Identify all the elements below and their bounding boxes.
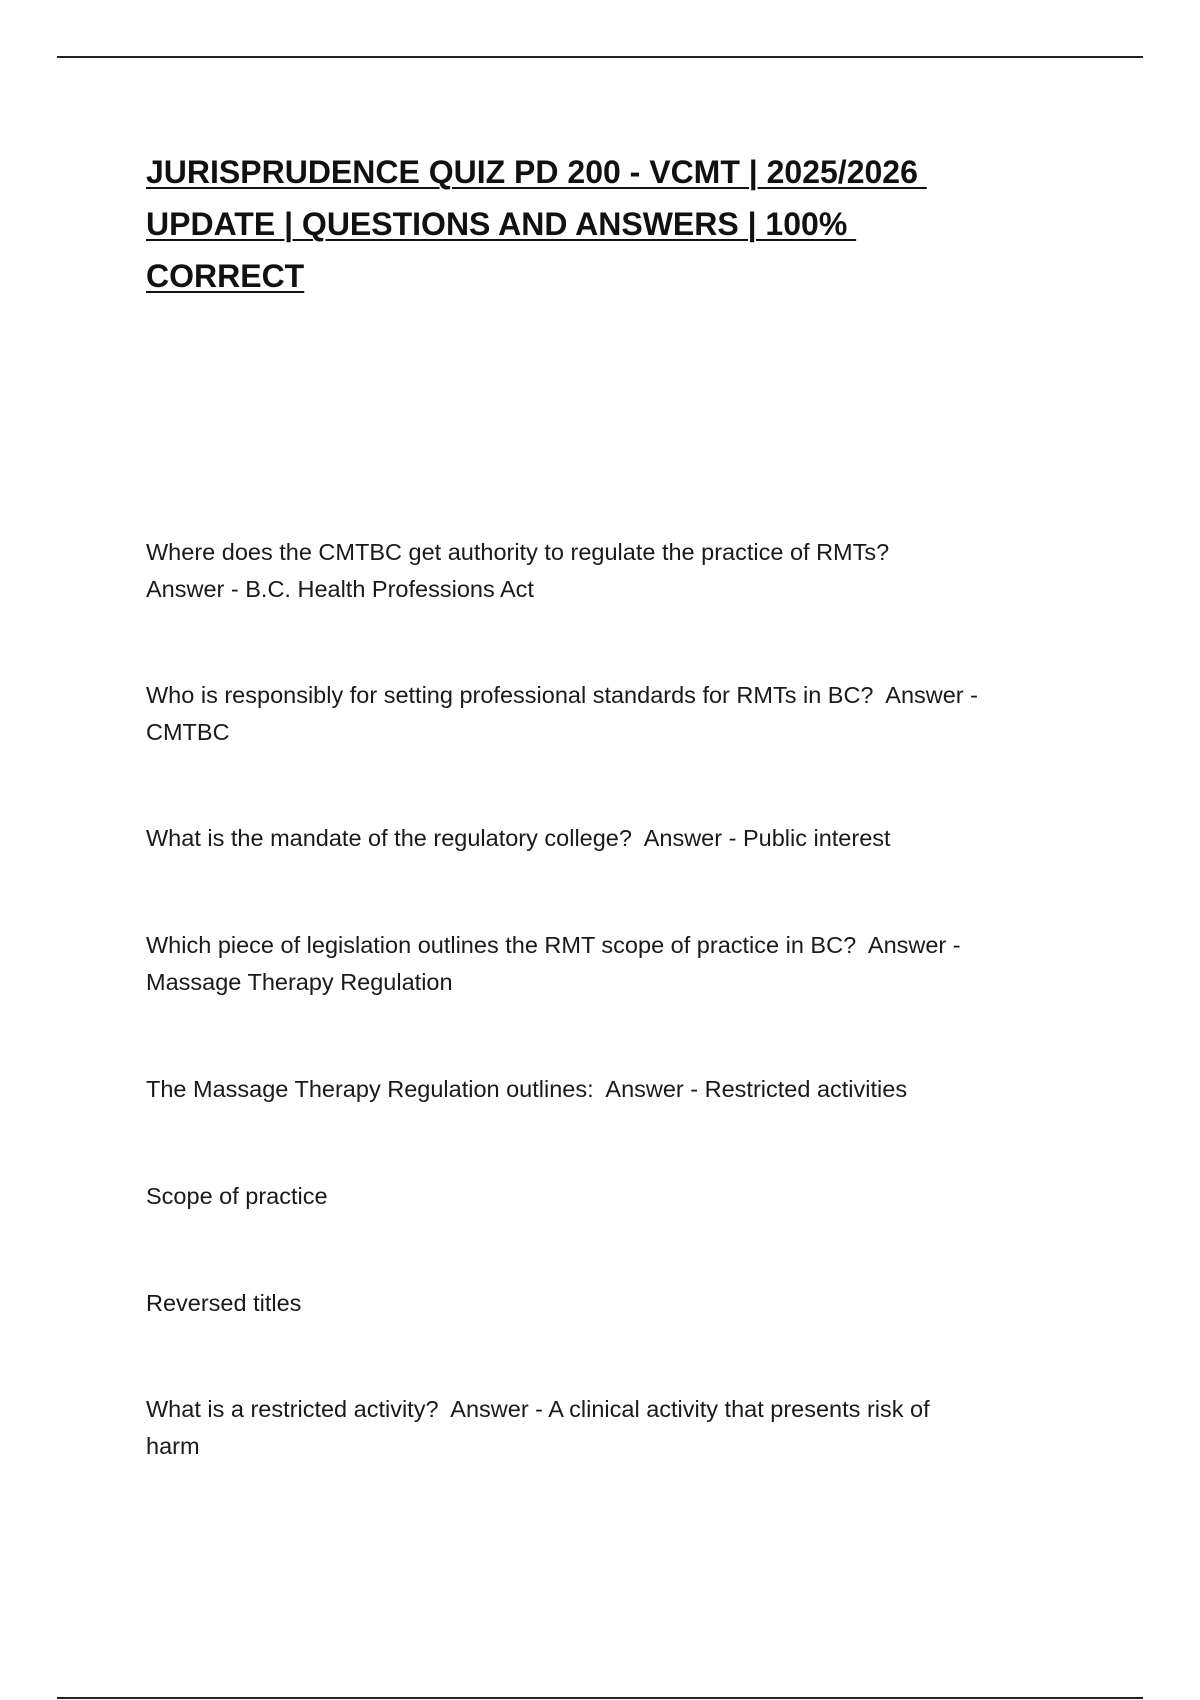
paragraph-line: The Massage Therapy Regulation outlines: Answer - Restricted activities — [146, 1076, 908, 1102]
document-title — [146, 146, 1046, 302]
qa-paragraph — [146, 1391, 1056, 1465]
title-line: UPDATE | QUESTIONS AND ANSWERS | 100% — [146, 206, 857, 242]
qa-paragraph — [146, 1071, 1056, 1108]
qa-paragraph — [146, 677, 1056, 751]
header-rule — [57, 56, 1143, 58]
paragraph-line: Reversed titles — [146, 1290, 302, 1316]
paragraph-line: Scope of practice — [146, 1183, 328, 1209]
paragraph-line: Which piece of legislation outlines the RMT scope of practice in BC? Answer - — [146, 932, 961, 958]
qa-paragraph — [146, 927, 1056, 1001]
qa-paragraph — [146, 534, 1056, 608]
title-line: JURISPRUDENCE QUIZ PD 200 - VCMT | 2025/2026 — [146, 154, 927, 190]
title-line: CORRECT — [146, 258, 305, 294]
paragraph-line: Answer - B.C. Health Professions Act — [146, 576, 534, 602]
paragraph-line: What is a restricted activity? Answer - A clinical activity that presents risk of — [146, 1396, 930, 1422]
paragraph-line: Who is responsibly for setting professional standards for RMTs in BC? Answer - — [146, 682, 978, 708]
paragraph-line: CMTBC — [146, 719, 230, 745]
footer-rule — [57, 1697, 1143, 1699]
qa-paragraph — [146, 1285, 1056, 1322]
paragraph-line: What is the mandate of the regulatory college? Answer - Public interest — [146, 825, 891, 851]
paragraph-line: Massage Therapy Regulation — [146, 969, 453, 995]
qa-paragraph — [146, 1178, 1056, 1215]
qa-paragraph — [146, 820, 1056, 857]
paragraph-line: Where does the CMTBC get authority to regulate the practice of RMTs? — [146, 539, 890, 565]
paragraph-line: harm — [146, 1433, 200, 1459]
